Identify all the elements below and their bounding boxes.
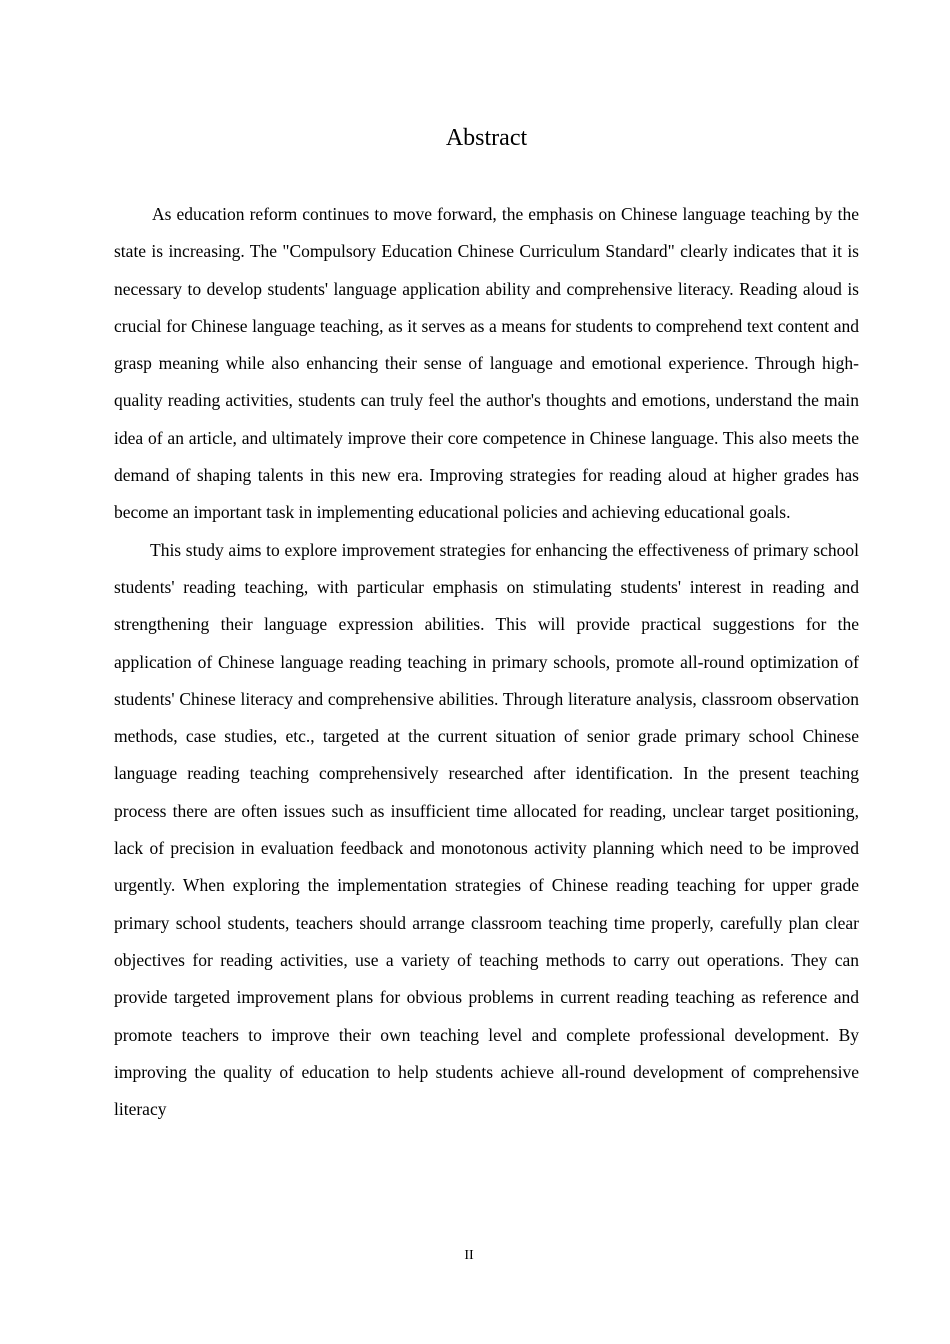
abstract-paragraph-2: This study aims to explore improvement strategies for enhancing the effectiveness of primary school students' reading teaching, with particular emphasis on stimulating students' interest in reading and strengthening their language expression abilities. This will provide practical suggestions for the application of Chinese language reading teaching in primary schools, promote all-round optimization of students' Chinese literacy and comprehensive abilities. Through literature analysis, classroom observation methods, case studies, etc., targeted at the current situation of senior grade primary school Chinese language reading teaching comprehensively researched after identification. In the present teaching process there are often issues such as insufficient time allocated for reading, unclear target positioning, lack of precision in evaluation feedback and monotonous activity planning which need to be improved urgently. When exploring the implementation strategies of Chinese reading teaching for upper grade primary school students, teachers should arrange classroom teaching time properly, carefully plan clear objectives for reading activities, use a variety of teaching methods to carry out operations. They can provide targeted improvement plans for obvious problems in current reading teaching as reference and promote teachers to improve their own teaching level and complete professional development. By improving the quality of education to help students achieve all-round development of comprehensive literacy xyxy=(114,539,859,1120)
abstract-body xyxy=(114,196,859,1128)
abstract-paragraph-1: As education reform continues to move forward, the emphasis on Chinese language teaching by the state is increasing. The "Compulsory Education Chinese Curriculum Standard" clearly indicates that it is necessary to develop students' language application ability and comprehensive literacy. Reading aloud is crucial for Chinese language teaching, as it serves as a means for students to comprehend text content and grasp meaning while also enhancing their sense of language and emotional experience. Through high-quality reading activities, students can truly feel the author's thoughts and emotions, understand the main idea of an article, and ultimately improve their core competence in Chinese language. This also meets the demand of shaping talents in this new era. Improving strategies for reading aloud at higher grades has become an important task in implementing educational policies and achieving educational goals. xyxy=(114,204,859,523)
page-number: II xyxy=(464,1248,474,1263)
abstract-title: Abstract xyxy=(445,125,528,151)
